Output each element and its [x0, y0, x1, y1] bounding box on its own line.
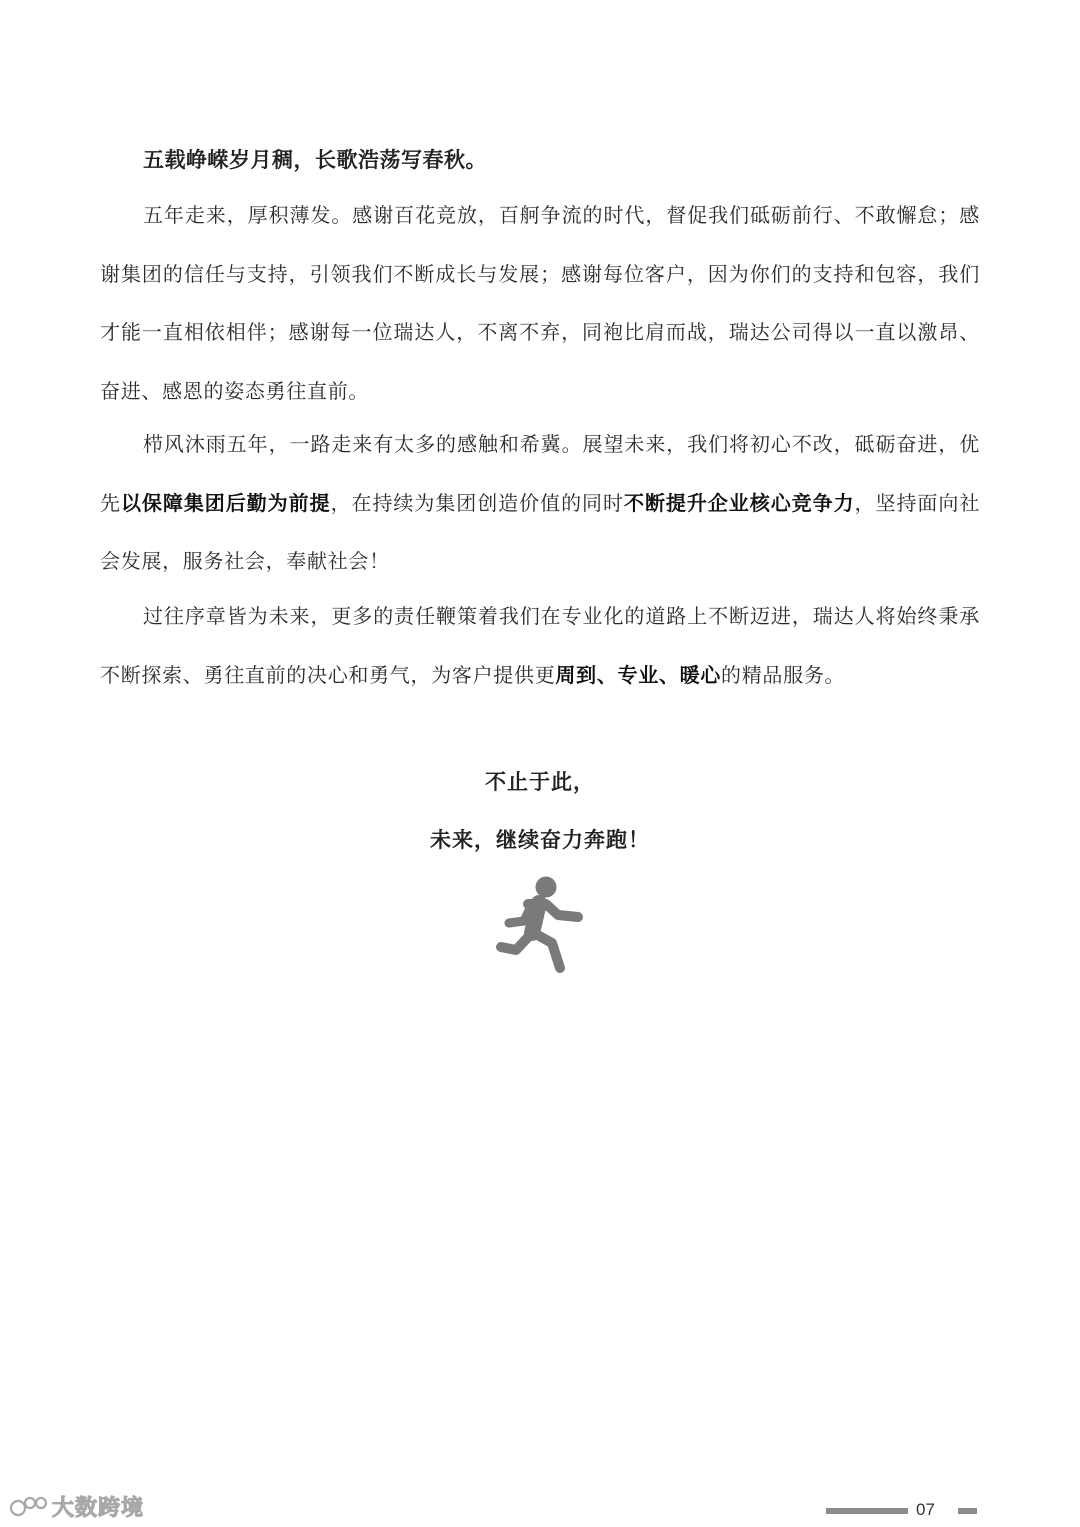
- paragraph-future: [100, 587, 980, 704]
- slogan-line-2: 未来，继续奋力奔跑！: [430, 828, 650, 852]
- emphasis-service: 周到、专业、暖心: [555, 662, 722, 687]
- paragraph-outlook-text-1: 栉风沐雨五年，一路走来有太多的感触和希冀。展望未来，我们将初心不改，砥砺奋进，优先: [100, 432, 980, 515]
- slogan-line-1: 不止于此，: [485, 770, 595, 794]
- watermark: [8, 1489, 144, 1523]
- footer-bar-right: [958, 1508, 977, 1514]
- paragraph-outlook: [100, 415, 980, 591]
- watermark-text: 大数跨境: [52, 1495, 145, 1521]
- running-person-icon: [494, 873, 586, 973]
- paragraph-future-text-2: 的精品服务。: [721, 662, 846, 687]
- emphasis-logistics: 以保障集团后勤为前提: [120, 490, 331, 515]
- emphasis-competitiveness: 不断提升企业核心竞争力: [623, 490, 855, 515]
- paragraph-outlook-text-3: ，坚持面向社会发展，服务社会，奉献社会！: [100, 490, 981, 573]
- page-number: 07: [916, 1500, 935, 1519]
- paragraph-outlook-text-2: ，在持续为集团创造价值的同时: [330, 490, 624, 515]
- section-heading: 五载峥嵘岁月稠，长歌浩荡写春秋。: [143, 148, 487, 172]
- watermark-logo-icon: [8, 1491, 50, 1521]
- paragraph-future-text-1: 过往序章皆为未来，更多的责任鞭策着我们在专业化的道路上不断迈进，瑞达人将始终秉承不断探索、勇往直前的决心和勇气，为客户提供更: [100, 604, 980, 687]
- footer-bar-left: [826, 1508, 908, 1514]
- paragraph-thanks: 五年走来，厚积薄发。感谢百花竞放，百舸争流的时代，督促我们砥砺前行、不敢懈怠；感谢集团的信任与支持，引领我们不断成长与发展；感谢每位客户，因为你们的支持和包容，我们才能一直相依相伴；感谢每一位瑞达人，不离不弃，同袍比肩而战，瑞达公司得以一直以激昂、奋进、感恩的姿态勇往直前。: [100, 203, 980, 403]
